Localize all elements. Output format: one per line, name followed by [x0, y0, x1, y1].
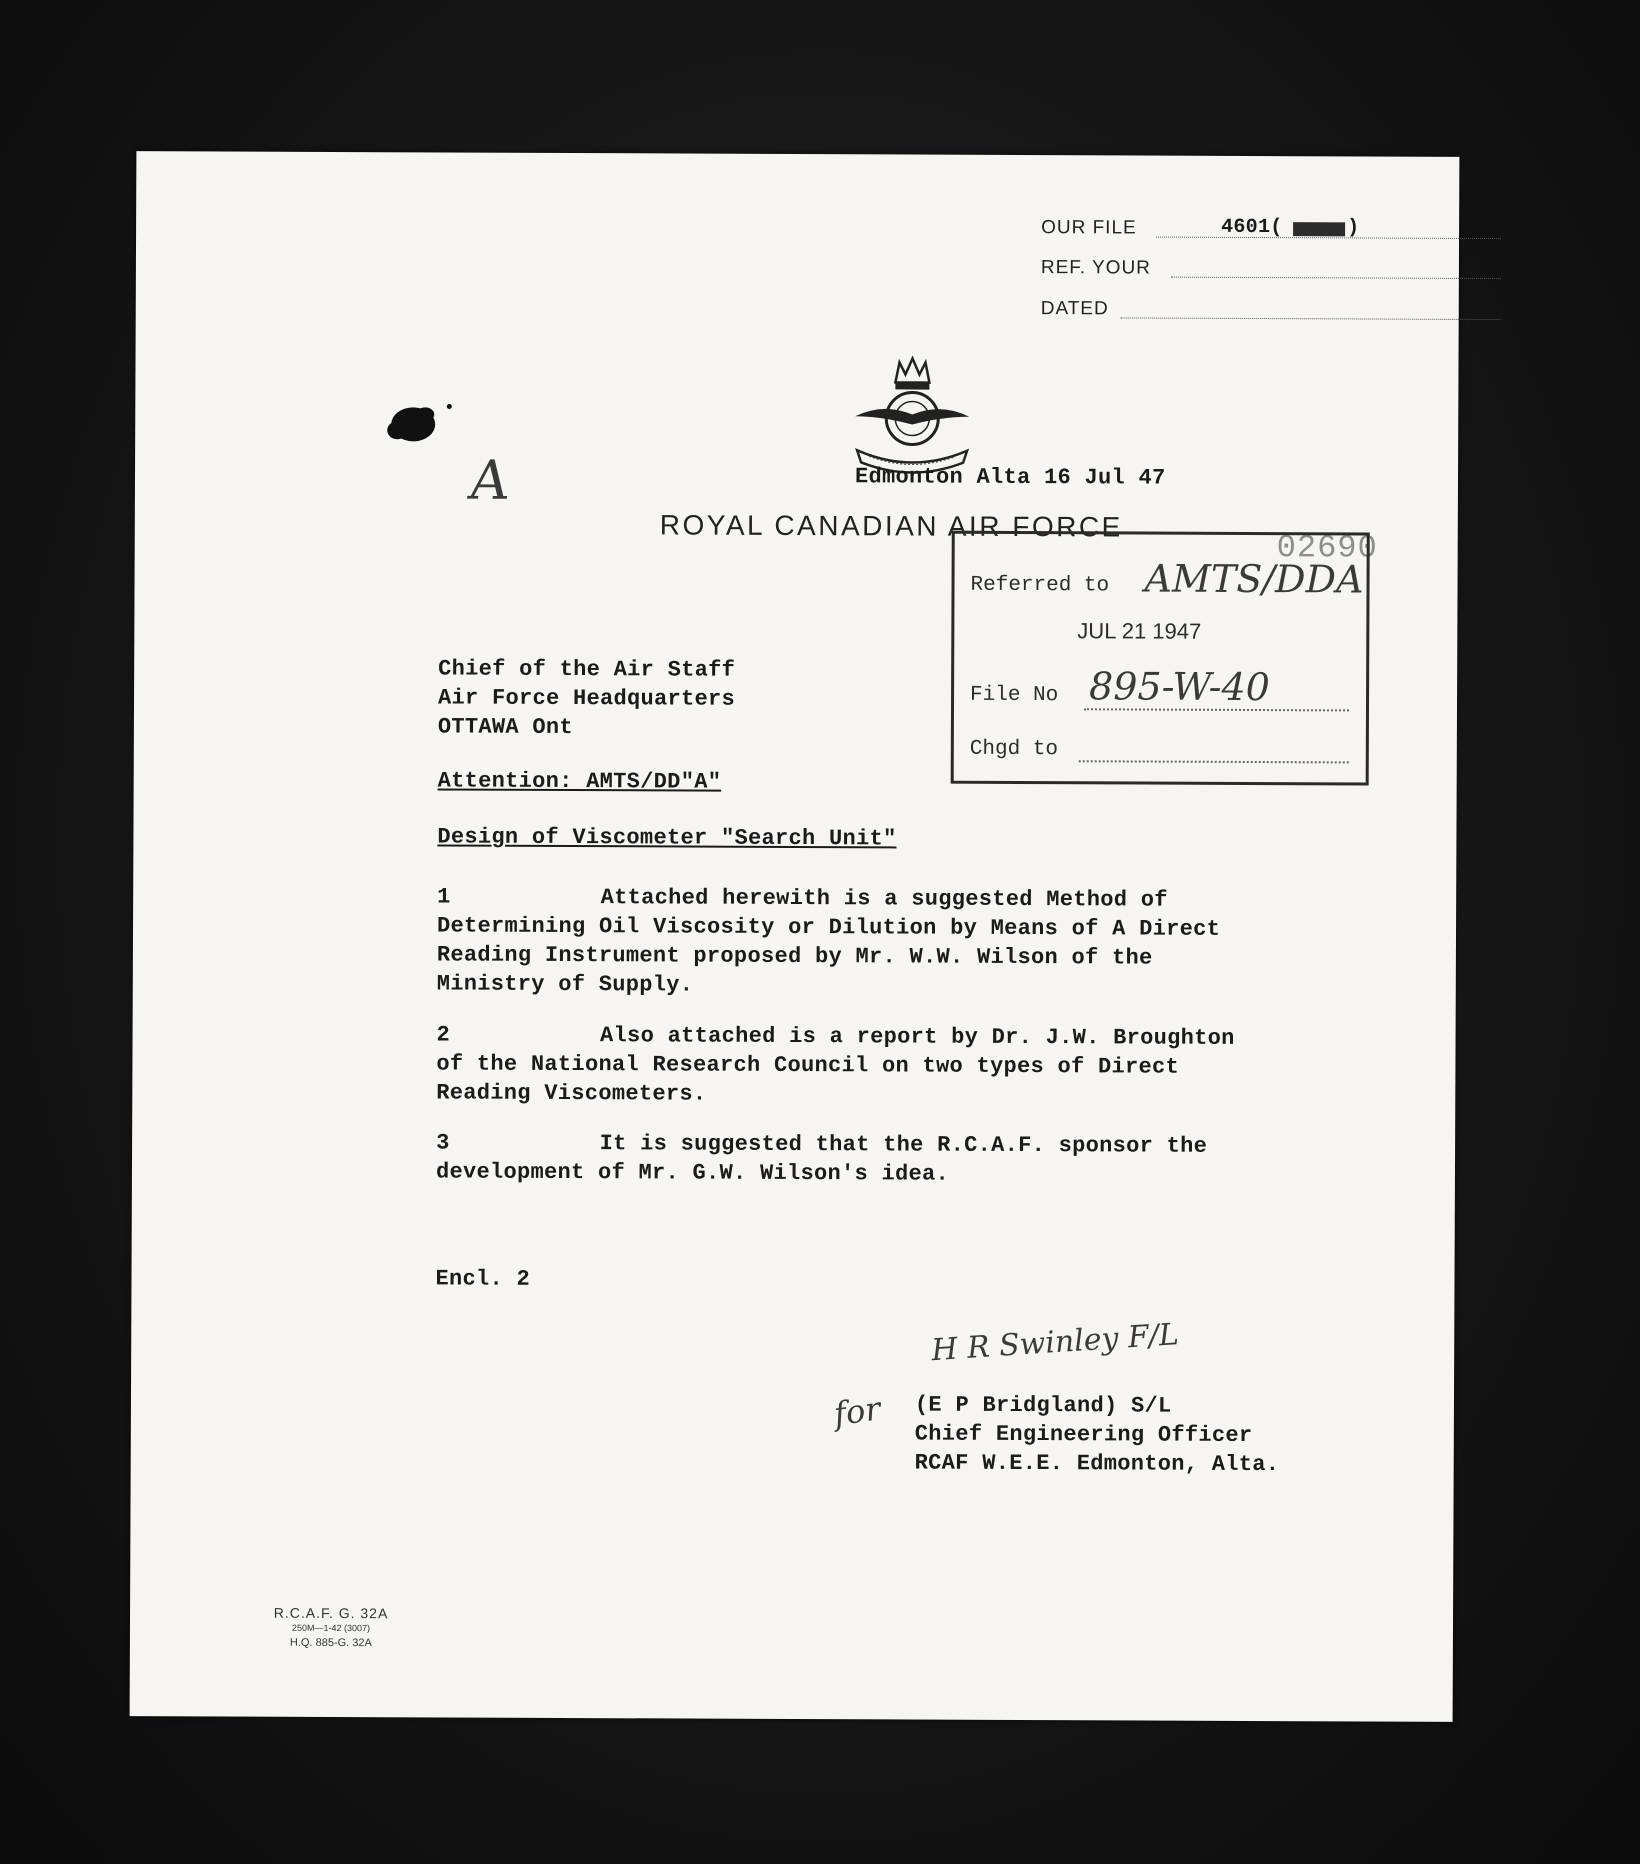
our-file-suffix: )	[1347, 216, 1360, 240]
stamped-number: 02690	[1276, 529, 1378, 567]
paragraph-line: Determining Oil Viscosity or Dilution by Means of A Direct	[436, 913, 1221, 942]
addressee-block	[438, 654, 735, 742]
paragraph-line: Also attached is a report by Dr. J.W. Broughton	[600, 1023, 1235, 1051]
handwritten-mark: A	[465, 448, 514, 512]
handwritten-for: for	[831, 1389, 883, 1434]
chgd-to-label: Chgd to	[969, 737, 1059, 762]
paragraph-number: 1	[437, 884, 451, 910]
signatory-unit: RCAF W.E.E. Edmonton, Alta.	[914, 1450, 1280, 1478]
dated-line	[1121, 317, 1501, 320]
referred-to-value: AMTS/DDA	[1144, 556, 1364, 602]
rcaf-crest-icon	[847, 354, 978, 480]
redacted-block	[1293, 222, 1345, 236]
ref-your-field	[1041, 251, 1501, 283]
paragraph-1	[437, 882, 1221, 1001]
signature-block	[915, 1391, 1280, 1480]
referred-to-label: Referred to	[970, 573, 1110, 598]
paragraph-2	[436, 1020, 1234, 1110]
signatory-title: Chief Engineering Officer	[914, 1421, 1253, 1449]
paragraph-line: It is suggested that the R.C.A.F. sponsor the	[599, 1131, 1208, 1159]
addressee-line: OTTAWA Ont	[437, 714, 573, 741]
form-code	[246, 1606, 416, 1652]
addressee-line: Air Force Headquarters	[437, 685, 736, 712]
addressee-line: Chief of the Air Staff	[438, 656, 736, 683]
subject-line: Design of Viscometer "Search Unit"	[437, 824, 897, 852]
form-code-line: 250M—1-42 (3007)	[291, 1622, 371, 1634]
our-file-line	[1156, 237, 1501, 240]
ref-your-line	[1171, 277, 1501, 279]
ref-your-label: REF. YOUR	[1040, 257, 1151, 279]
paragraph-3	[436, 1128, 1207, 1189]
paragraph-number: 2	[436, 1022, 451, 1048]
signatory-name: (E P Bridgland) S/L	[914, 1392, 1172, 1419]
dated-label: DATED	[1040, 298, 1109, 320]
ink-blot-mark	[383, 392, 453, 452]
enclosure-note: Encl. 2	[435, 1266, 531, 1292]
paragraph-line: of the National Research Council on two types of Direct	[436, 1051, 1180, 1080]
file-no-value: 895-W-40	[1088, 664, 1270, 710]
paragraph-line: development of Mr. G.W. Wilson's idea.	[435, 1159, 950, 1187]
referral-stamp	[951, 531, 1370, 786]
paragraph-number: 3	[436, 1130, 450, 1156]
organization-title: ROYAL CANADIAN AIR FORCE	[659, 509, 1123, 543]
paragraph-line: Ministry of Supply.	[436, 971, 694, 998]
paragraph-line: Reading Viscometers.	[436, 1080, 707, 1107]
stamp-date: JUL 21 1947	[1077, 618, 1202, 644]
place-date: Edmonton Alta 16 Jul 47	[854, 464, 1166, 491]
document-page	[130, 151, 1460, 1722]
form-code-line: R.C.A.F. G. 32A	[273, 1604, 389, 1622]
chgd-to-line	[1079, 760, 1349, 763]
file-no-label: File No	[970, 683, 1059, 708]
our-file-label: OUR FILE	[1041, 217, 1137, 239]
paragraph-line: Attached herewith is a suggested Method of	[600, 885, 1168, 913]
paragraph-line: Reading Instrument proposed by Mr. W.W. Wilson of the	[436, 942, 1153, 971]
attention-line: Attention: AMTS/DD"A"	[437, 768, 722, 795]
our-file-field	[1041, 211, 1501, 243]
dated-field	[1041, 292, 1501, 324]
form-code-line: H.Q. 885-G. 32A	[289, 1636, 372, 1650]
our-file-value: 4601(	[1221, 215, 1283, 240]
handwritten-signature: H R Swinley F/L	[930, 1317, 1180, 1369]
